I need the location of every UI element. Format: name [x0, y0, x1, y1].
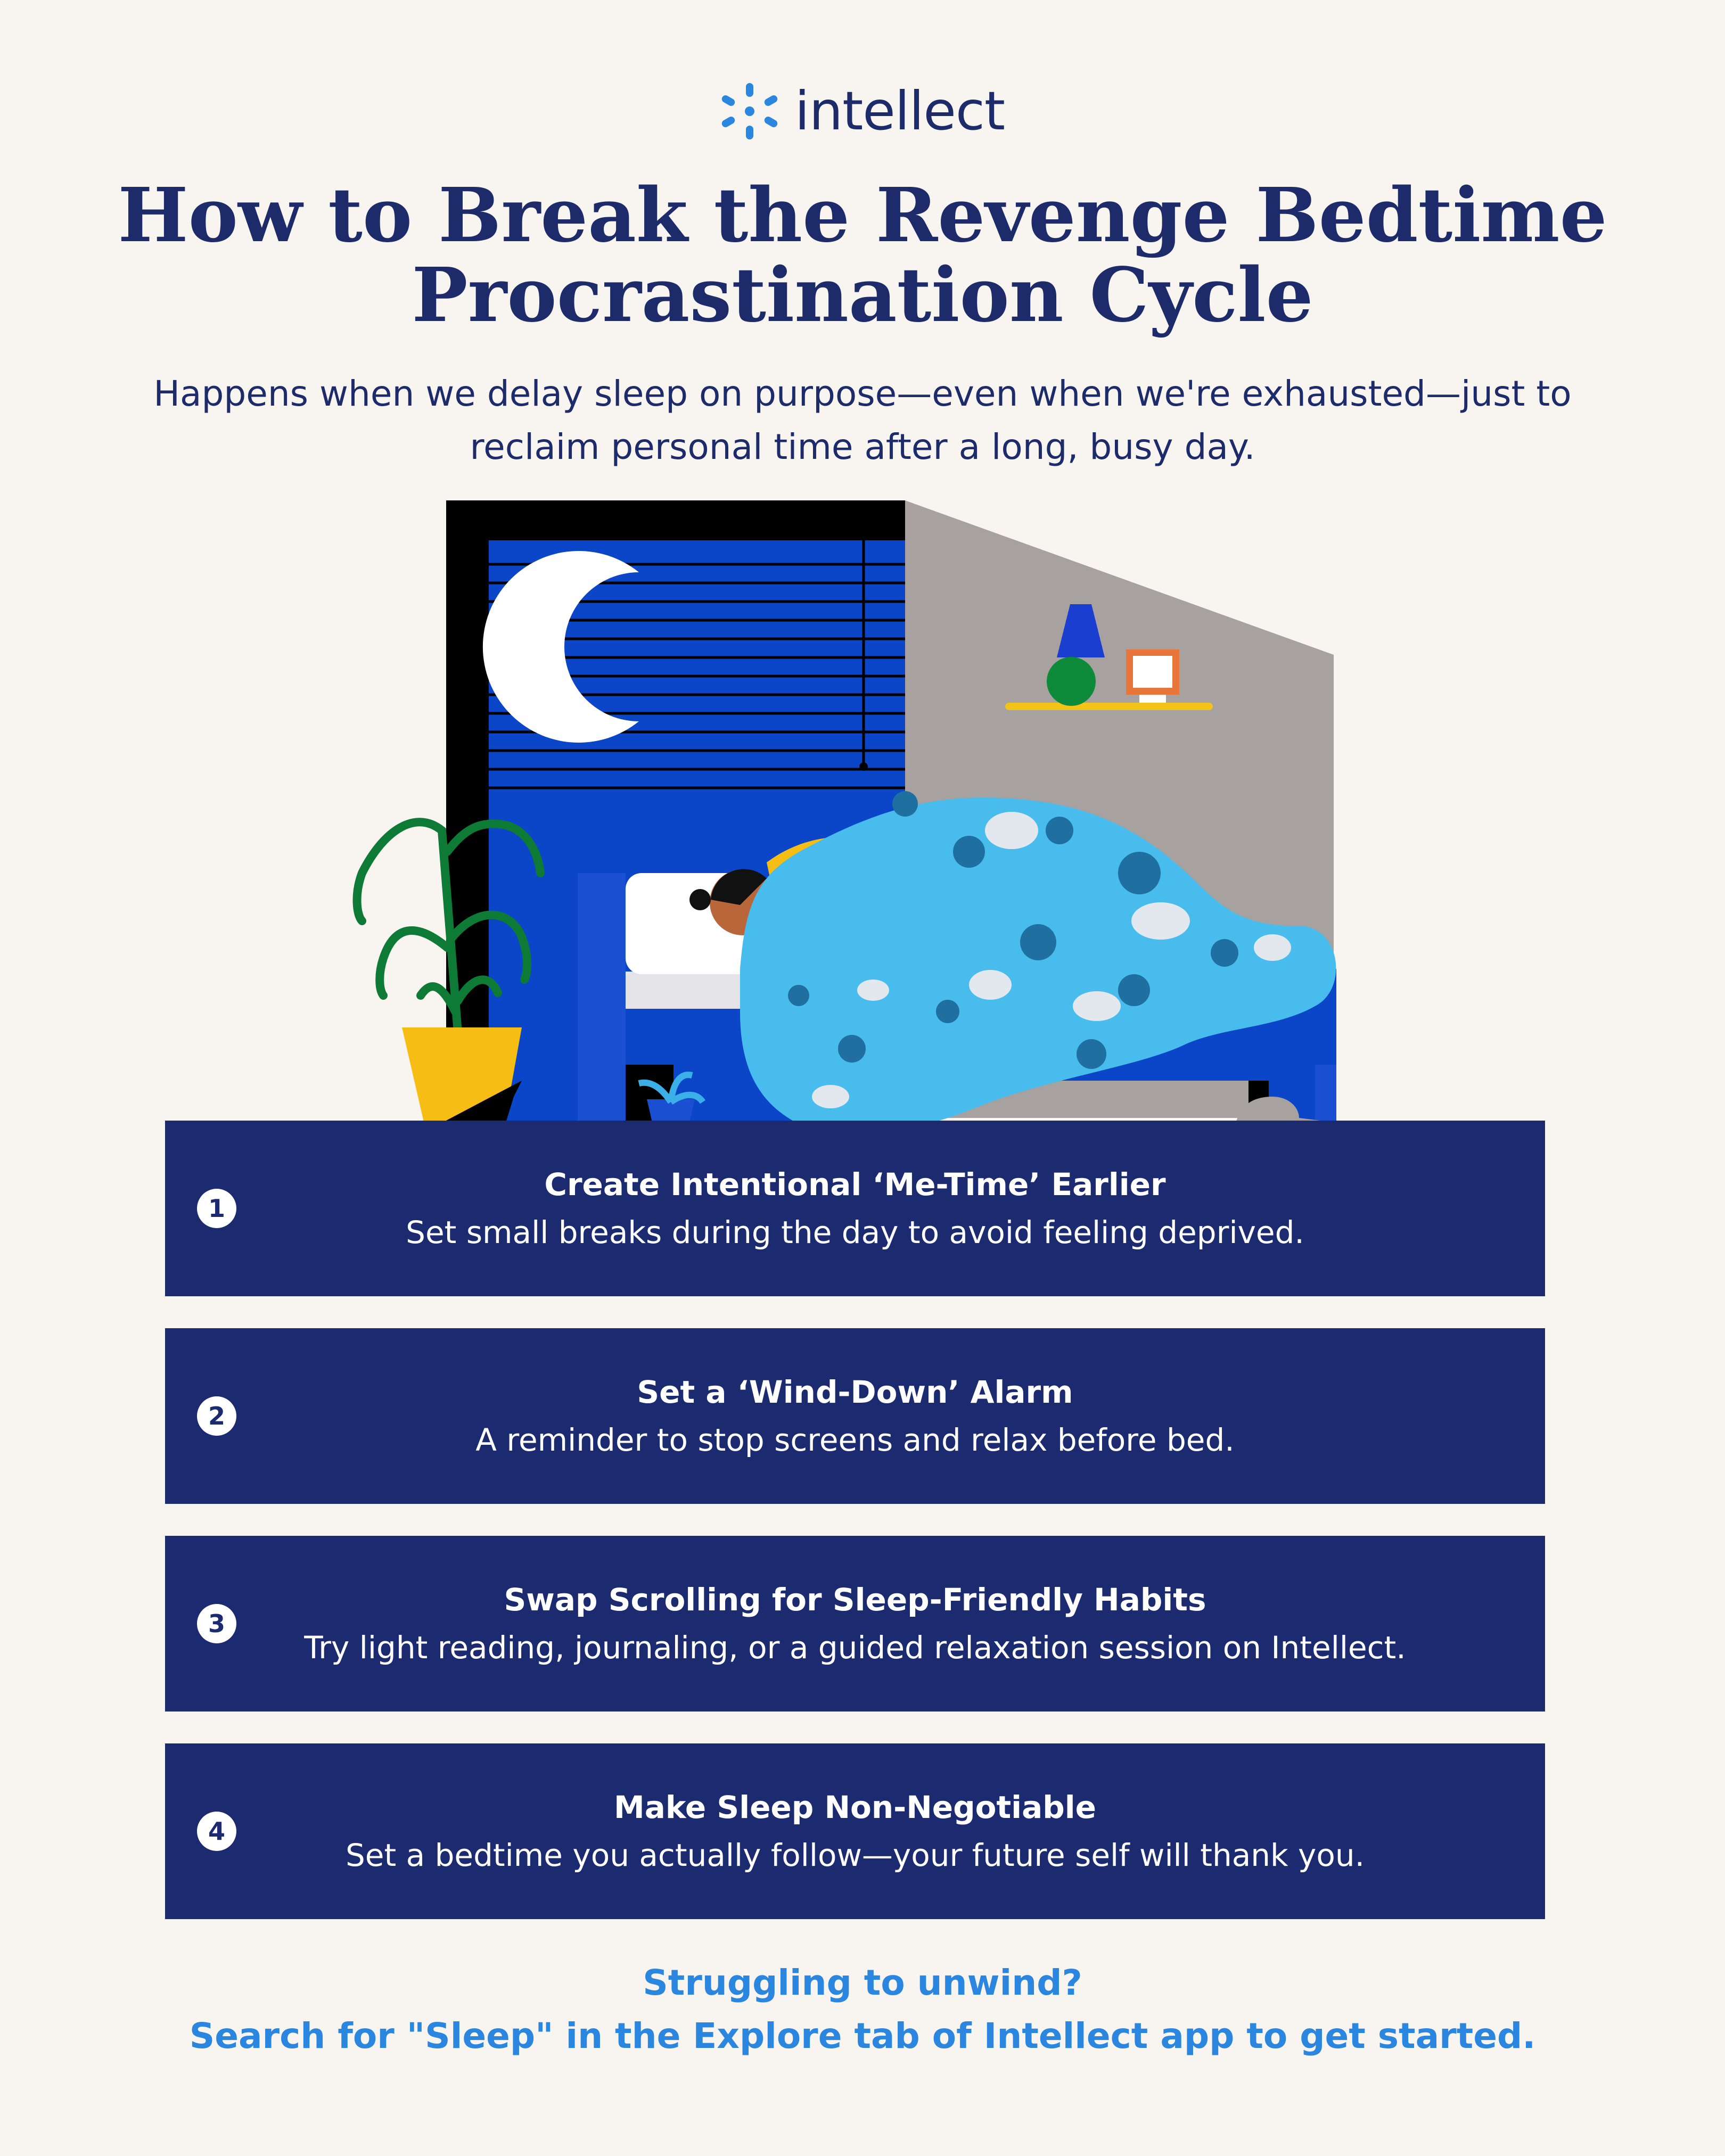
page-subtitle: Happens when we delay sleep on purpose—even when we're exhausted—just to reclaim personal time after a long, busy day.: [153, 373, 1572, 467]
step-number-badge: 2: [197, 1396, 236, 1436]
brand-name: intellect: [794, 80, 1005, 142]
step-card-1: [165, 1121, 1545, 1296]
page-title: How to Break the Revenge Bedtime Procrastination Cycle: [118, 172, 1607, 339]
step-description: Set a bedtime you actually follow—your future self will thank you.: [345, 1837, 1365, 1873]
step-title: Make Sleep Non-Negotiable: [614, 1789, 1096, 1825]
cta-question: Struggling to unwind?: [643, 1962, 1082, 2003]
step-card-2: [165, 1328, 1545, 1504]
step-title: Swap Scrolling for Sleep-Friendly Habits: [504, 1582, 1206, 1618]
step-title: Set a ‘Wind-Down’ Alarm: [637, 1374, 1073, 1410]
step-description: Try light reading, journaling, or a guided relaxation session on Intellect.: [304, 1630, 1406, 1666]
step-number-badge: 1: [197, 1189, 236, 1228]
step-number-badge: 4: [197, 1812, 236, 1851]
step-description: A reminder to stop screens and relax before bed.: [475, 1422, 1235, 1458]
step-card-4: [165, 1743, 1545, 1919]
step-number-badge: 3: [197, 1604, 236, 1643]
step-description: Set small breaks during the day to avoid feeling deprived.: [406, 1214, 1304, 1250]
step-card-3: [165, 1536, 1545, 1711]
step-title: Create Intentional ‘Me-Time’ Earlier: [544, 1166, 1166, 1203]
cta-instruction: Search for "Sleep" in the Explore tab of Intellect app to get started.: [189, 2015, 1536, 2056]
